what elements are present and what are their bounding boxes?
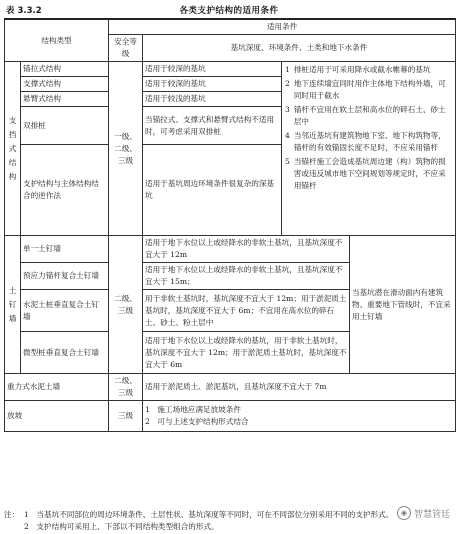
cond-anchored: 适用于较深的基坑 — [143, 62, 282, 77]
cond-double-row-pile: 当锚拉式、支撑式和悬臂式结构不适用时，可考虑采用双排桩 — [143, 107, 282, 145]
type-prestressed-nail: 预应力锚杆复合土钉墙 — [21, 263, 109, 290]
type-cantilever: 悬臂式结构 — [21, 92, 109, 107]
level-nail: 二级、三级 — [109, 236, 143, 374]
retaining-note-2: 2 地下连续墙宜同时用作主体地下结构外墙，可同时用于截水 — [285, 79, 446, 100]
footnote-2: 2 支护结构可采用上、下部以不同结构类型组合的形式。 — [24, 522, 219, 531]
retaining-note-4: 4 当邻近基坑有建筑物地下室、地下构筑物等，锚杆的有效锚固长度不足时，不应采用锚杆 — [285, 131, 446, 152]
retaining-note-5: 5 当锚杆施工会造成基坑周边建（构）筑物的损害或违反城市地下空间规划等规定时，不应采用锚杆 — [285, 157, 446, 190]
retaining-notes — [282, 62, 456, 236]
nail-note: 当基坑潜在滑动面内有建筑物、重要地下管线时，不宜采用土钉墙 — [350, 236, 456, 374]
level-gravity: 二级、三级 — [109, 374, 143, 401]
cond-cement-pile-nail: 用于非软土基坑时，基坑深度不宜大于 12m；用于淤泥质土基坑时，基坑深度不宜大于 6m；不宜用在高水位的碎石土、砂土、粉土层中 — [143, 290, 350, 332]
table-header — [4, 3, 454, 17]
col-type-header: 结构类型 — [5, 19, 109, 62]
level-retaining: 一级、二级、三级 — [109, 62, 143, 236]
group-retaining: 支挡式结构 — [5, 62, 21, 236]
cond-gravity: 适用于淤泥质土、淤泥基坑，且基坑深度不宜大于 7m — [143, 374, 456, 401]
retaining-note-3: 3 锚杆不宜用在软土层和高水位的碎石土、砂土层中 — [285, 105, 446, 126]
type-topdown: 支护结构与主体结构结合的逆作法 — [21, 145, 109, 236]
cond-slope — [143, 401, 456, 432]
type-double-row-pile: 双排桩 — [21, 107, 109, 145]
slope-cond-1: 1 施工场地应满足放坡条件 — [145, 405, 241, 414]
wechat-icon: ◉ — [397, 506, 411, 520]
group-soil-nail: 土钉墙 — [5, 236, 21, 374]
watermark — [395, 506, 452, 520]
type-braced: 支撑式结构 — [21, 77, 109, 92]
cond-prestressed-nail: 适用于地下水位以上或经降水的非软土基坑，且基坑深度不宜大于 15m； — [143, 263, 350, 290]
level-slope: 三级 — [109, 401, 143, 432]
type-anchored: 锚拉式结构 — [21, 62, 109, 77]
conditions-table — [4, 18, 456, 432]
footnote-1: 1 当基坑不同部位的周边环境条件、土层性状、基坑深度等不同时，可在不同部位分别采用不同的支护形式。 — [24, 510, 394, 519]
footnotes — [4, 509, 455, 533]
cond-braced: 适用于较深的基坑 — [143, 77, 282, 92]
table-title: 各类支护结构的适用条件 — [179, 6, 279, 16]
cond-micropile-nail: 适用于地下水位以上或经降水的基坑，用于非软土基坑时，基坑深度不宜大于 12m；用于淤泥质土基坑时，基坑深度不宜大于 6m — [143, 332, 350, 374]
col-conditions-header: 基坑深度、环境条件、土类和地下水条件 — [143, 35, 456, 62]
retaining-note-1: 1 排桩适用于可采用降水或截水帷幕的基坑 — [285, 65, 431, 74]
group-slope: 放坡 — [5, 401, 109, 432]
slope-cond-2: 2 可与上述支护结构形式结合 — [145, 417, 249, 426]
cond-cantilever: 适用于较浅的基坑 — [143, 92, 282, 107]
col-safety-header: 安全等级 — [109, 35, 143, 62]
group-gravity: 重力式水泥土墙 — [5, 374, 109, 401]
cond-single-nail: 适用于地下水位以上或经降水的非软土基坑，且基坑深度不宜大于 12m — [143, 236, 350, 263]
type-single-nail: 单一土钉墙 — [21, 236, 109, 263]
footnote-label: 注： — [4, 510, 20, 519]
cond-topdown: 适用于基坑周边环境条件很复杂的深基坑 — [143, 145, 282, 236]
col-applicable-header: 适用条件 — [109, 19, 456, 35]
type-micropile-nail: 微型桩垂直复合土钉墙 — [21, 332, 109, 374]
type-cement-pile-nail: 水泥土桩垂直复合土钉墙 — [21, 290, 109, 332]
table-number: 表 3.3.2 — [6, 6, 42, 16]
watermark-text: 智慧管廷 — [413, 509, 450, 520]
